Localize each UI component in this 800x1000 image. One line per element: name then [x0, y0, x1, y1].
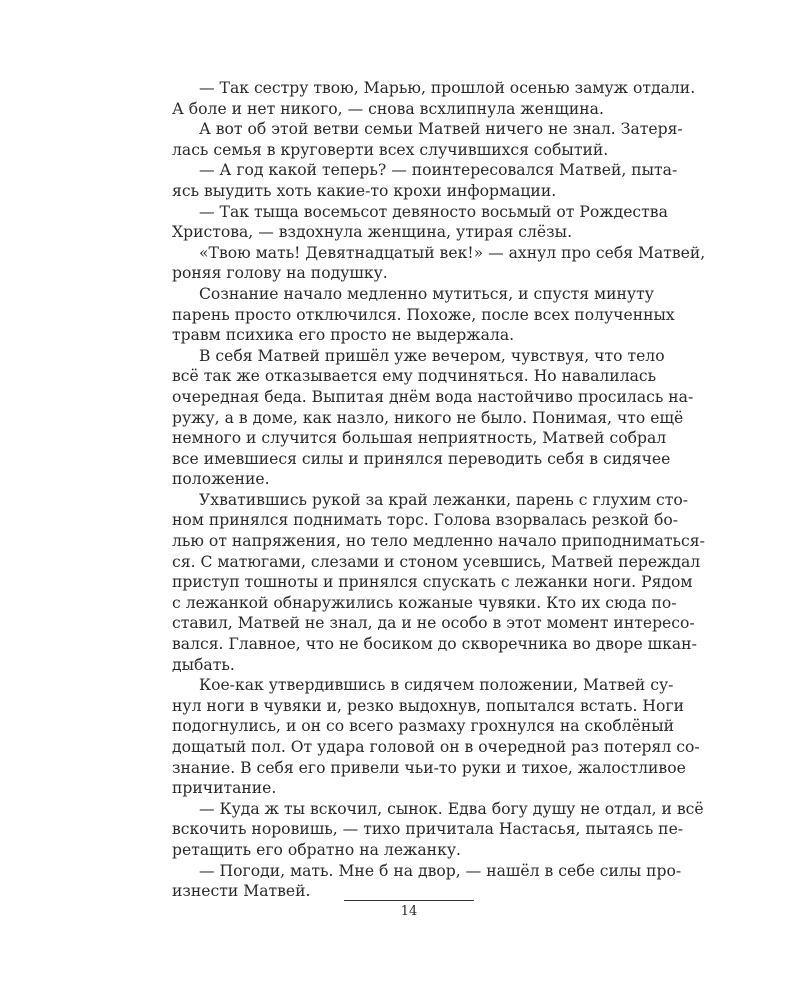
text-line: ретащить его обратно на лежанку. [172, 840, 461, 859]
text-line: ясь выудить хоть какие-то крохи информации. [172, 181, 557, 200]
paragraph [172, 861, 682, 902]
text-line: травм психика его просто не выдержала. [172, 326, 515, 345]
paragraph [172, 160, 678, 201]
text-line: дощатый пол. От удара головой он в очередной раз потерял со- [172, 738, 700, 756]
text-line: роняя голову на подушку. [172, 264, 388, 283]
footer-rule [344, 900, 474, 901]
paragraph [172, 675, 700, 799]
text-line: парень просто отключился. Похоже, после всех полученных [172, 305, 675, 324]
text-line: лась семья в круговерти всех случившихся событий. [172, 140, 609, 159]
text-line: приступ тошноты и принялся спускать с лежанки ноги. Рядом [172, 573, 693, 592]
text-line: с лежанкой обнаружились кожаные чувяки. Кто их сюда по- [172, 593, 677, 612]
text-line: А вот об этой ветви семьи Матвей ничего не знал. Затеря- [199, 120, 683, 139]
text-line: Христова, — вздохнула женщина, утирая слёзы. [172, 223, 573, 242]
paragraph [172, 202, 668, 243]
text-line: подогнулись, и он со всего размаху грохнулся на скоблёный [172, 717, 675, 736]
text-line: вался. Главное, что не босиком до скворечника во дворе шкан- [172, 635, 697, 654]
text-line: очередная беда. Выпитая днём вода настойчиво просилась на- [172, 387, 694, 406]
text-line: «Твою мать! Девятнадцатый век!» — ахнул про себя Матвей, [199, 243, 706, 262]
text-line: изнести Матвей. [172, 882, 311, 901]
paragraph [172, 78, 696, 119]
text-line: ставил, Матвей не знал, да и не особо в этот момент интересо- [172, 614, 695, 633]
text-line: — Погоди, мать. Мне б на двор, — нашёл в себе силы про- [199, 861, 682, 880]
text-line: А боле и нет никого, — снова всхлипнула женщина. [172, 99, 604, 118]
paragraph [172, 119, 683, 160]
text-line: — Так тыща восемьсот девяносто восьмый от Рождества [199, 202, 668, 221]
paragraph [172, 284, 675, 346]
text-line: Ухватившись рукой за край лежанки, парень с глухим сто- [199, 490, 688, 509]
text-line: ном принялся поднимать торс. Голова взорвалась резкой бо- [172, 511, 679, 530]
text-line: нул ноги в чувяки и, резко выдохнув, попытался встать. Ноги [172, 696, 684, 715]
text-line: — Куда ж ты вскочил, сынок. Едва богу душу не отдал, и всё [199, 799, 704, 818]
paragraph [172, 490, 705, 675]
text-line: положение. [172, 470, 270, 489]
text-line: причитание. [172, 779, 277, 798]
text-line: всё так же отказывается ему подчиняться. Но навалилась [172, 367, 657, 386]
text-line: — А год какой теперь? — поинтересовался Матвей, пыта- [199, 161, 678, 180]
paragraph [172, 243, 706, 284]
text-line: ружу, а в доме, как назло, никого не было. Понимая, что ещё [172, 408, 684, 427]
page-number: 14 [400, 904, 418, 919]
text-line: все имевшиеся силы и принялся переводить себя в сидячее [172, 449, 671, 468]
paragraph [172, 799, 704, 861]
text-line: Сознание начало медленно мутиться, и спустя минуту [199, 284, 654, 303]
text-line: немного и случится большая неприятность, Матвей собрал [172, 429, 667, 448]
text-line: знание. В себя его привели чьи-то руки и тихое, жалостливое [172, 758, 686, 777]
book-page-body [172, 78, 706, 902]
text-line: вскочить норовишь, — тихо причитала Настасья, пытаясь пе- [172, 820, 684, 839]
text-line: Кое-как утвердившись в сидячем положении, Матвей су- [199, 676, 674, 695]
text-line: В себя Матвей пришёл уже вечером, чувствуя, что тело [199, 346, 665, 365]
text-line: — Так сестру твою, Марью, прошлой осенью замуж отдали. [199, 79, 696, 97]
text-line: ся. С матюгами, слезами и стоном усевшись, Матвей переждал [172, 552, 701, 571]
text-line: лью от напряжения, но тело медленно начало приподниматься- [172, 532, 705, 551]
text-line: дыбать. [172, 655, 235, 674]
paragraph [172, 346, 694, 490]
